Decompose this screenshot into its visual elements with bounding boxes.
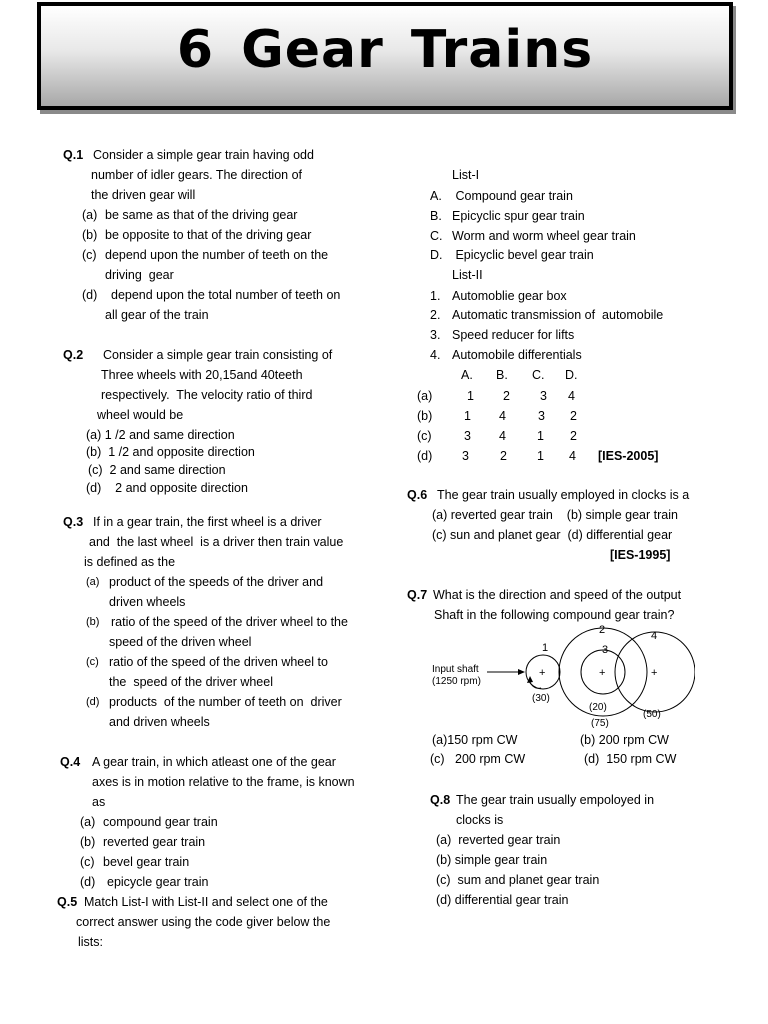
q2-option-b: (b) 1 /2 and opposite direction: [86, 445, 255, 459]
gear-train-figure: [425, 620, 695, 732]
gear-2-teeth: (20): [589, 702, 607, 713]
q3-number: Q.3: [63, 515, 84, 529]
q7-line-1: What is the direction and speed of the output: [433, 588, 682, 602]
q1-option-b-label: (b): [82, 228, 98, 242]
code-row-a-val: 2: [503, 389, 510, 403]
q2-option-c: (c) 2 and same direction: [88, 463, 226, 477]
code-row-d-val: 2: [500, 449, 507, 463]
gear-4-center: +: [651, 667, 658, 679]
q3-option-d: products of the number of teeth on driver: [109, 695, 342, 709]
q1-option-a-label: (a): [82, 208, 98, 222]
gear-3-center: +: [599, 667, 606, 679]
q8-option-c: (c) sum and planet gear train: [436, 873, 600, 887]
code-row-a-val: 4: [568, 389, 575, 403]
q5-number: Q.5: [57, 895, 78, 909]
q7-option-a: (a)150 rpm CW: [432, 733, 518, 747]
code-head-c: C.: [532, 368, 545, 382]
q3-option-b: ratio of the speed of the driver wheel to the: [111, 615, 348, 629]
q1-option-d: depend upon the total number of teeth on: [111, 288, 341, 302]
code-row-b-val: 2: [570, 409, 577, 423]
gear-3-teeth: (75): [591, 718, 609, 729]
code-row-d-label: (d): [417, 449, 433, 463]
q4-option-b: reverted gear train: [103, 835, 206, 849]
q5-reference: [IES-2005]: [598, 449, 659, 463]
list1-label-a: A.: [430, 189, 442, 203]
list1-label-d: D.: [430, 248, 443, 262]
q8-option-b: (b) simple gear train: [436, 853, 548, 867]
code-row-a-val: 1: [467, 389, 474, 403]
q3-line-3: is defined as the: [84, 555, 176, 569]
code-row-c-val: 4: [499, 429, 506, 443]
code-head-d: D.: [565, 368, 578, 382]
q4-line-2: axes is in motion relative to the frame, is known: [92, 775, 355, 789]
code-row-d-val: 3: [462, 449, 469, 463]
code-row-b-val: 1: [464, 409, 471, 423]
gear-1-center: +: [539, 667, 546, 679]
list1-item-b: Epicyclic spur gear train: [452, 209, 585, 223]
q3-option-c: ratio of the speed of the driven wheel to: [109, 655, 328, 669]
q2-line-1: Consider a simple gear train consisting of: [103, 348, 333, 362]
q1-option-c: depend upon the number of teeth on the: [105, 248, 329, 262]
code-head-a: A.: [461, 368, 473, 382]
q2-line-2: Three wheels with 20,15and 40teeth: [101, 368, 303, 382]
q4-option-d: epicycle gear train: [107, 875, 209, 889]
page-title: 6 Gear Trains: [176, 20, 594, 80]
gear-4-teeth: (50): [643, 709, 661, 720]
q1-line-1: Consider a simple gear train having odd: [93, 148, 314, 162]
list2-item-2: Automatic transmission of automobile: [452, 308, 664, 322]
code-head-b: B.: [496, 368, 508, 382]
q4-option-b-label: (b): [80, 835, 96, 849]
list2-label-2: 2.: [430, 308, 441, 322]
q8-option-a: (a) reverted gear train: [436, 833, 561, 847]
q6-text: The gear train usually employed in clocks is a: [437, 488, 690, 502]
gear-2-label: 2: [599, 624, 606, 636]
q3-option-a: product of the speeds of the driver and: [109, 575, 324, 589]
q5-line-3: lists:: [78, 935, 103, 949]
q6-number: Q.6: [407, 488, 428, 502]
code-row-b-val: 3: [538, 409, 545, 423]
gear-4-label: 4: [651, 630, 658, 642]
list1-title: List-I: [452, 168, 480, 182]
q1-option-b: be opposite to that of the driving gear: [105, 228, 312, 242]
q3-option-d-cont: and driven wheels: [109, 715, 210, 729]
list2-label-1: 1.: [430, 289, 441, 303]
list1-label-b: B.: [430, 209, 442, 223]
code-row-c-label: (c): [417, 429, 432, 443]
q2-option-a: (a) 1 /2 and same direction: [86, 428, 235, 442]
q3-line-1: If in a gear train, the first wheel is a driver: [93, 515, 322, 529]
q5-line-1: Match List-I with List-II and select one of the: [84, 895, 328, 909]
code-row-b-label: (b): [417, 409, 433, 423]
q4-number: Q.4: [60, 755, 81, 769]
code-row-b-val: 4: [499, 409, 506, 423]
list1-item-d: Epicyclic bevel gear train: [452, 248, 594, 262]
q8-option-d: (d) differential gear train: [436, 893, 569, 907]
q1-number: Q.1: [63, 148, 84, 162]
q3-option-b-cont: speed of the driven wheel: [109, 635, 252, 649]
q1-line-2: number of idler gears. The direction of: [91, 168, 302, 182]
list2-title: List-II: [452, 268, 483, 282]
q7-number: Q.7: [407, 588, 428, 602]
q4-option-a: compound gear train: [103, 815, 218, 829]
q3-option-d-label: (d): [86, 696, 100, 708]
code-row-d-val: 4: [569, 449, 576, 463]
gear-1-teeth: (30): [532, 693, 550, 704]
list2-label-4: 4.: [430, 348, 441, 362]
q4-option-c: bevel gear train: [103, 855, 190, 869]
q2-line-4: wheel would be: [97, 408, 184, 422]
code-row-d-val: 1: [537, 449, 544, 463]
list2-label-3: 3.: [430, 328, 441, 342]
q7-option-d: (d) 150 rpm CW: [584, 752, 677, 766]
q2-number: Q.2: [63, 348, 84, 362]
q4-line-1: A gear train, in which atleast one of the gear: [92, 755, 336, 769]
q4-option-d-label: (d): [80, 875, 96, 889]
input-speed-label: (1250 rpm): [432, 676, 481, 687]
q7-option-c: (c) 200 rpm CW: [430, 752, 526, 766]
q6-reference: [IES-1995]: [610, 548, 671, 562]
q1-option-c-cont: driving gear: [105, 268, 174, 282]
q6-options-line-2: (c) sun and planet gear (d) differential gear: [432, 528, 673, 542]
q1-option-d-cont: all gear of the train: [105, 308, 209, 322]
q5-line-2: correct answer using the code giver below the: [76, 915, 331, 929]
list1-item-a: Compound gear train: [452, 189, 573, 203]
title-banner: [37, 2, 733, 110]
q3-option-b-label: (b): [86, 616, 100, 628]
code-row-c-val: 1: [537, 429, 544, 443]
input-shaft-label: Input shaft: [432, 664, 479, 675]
q4-option-a-label: (a): [80, 815, 96, 829]
q7-option-b: (b) 200 rpm CW: [580, 733, 669, 747]
code-row-c-val: 2: [570, 429, 577, 443]
q3-option-a-label: (a): [86, 576, 100, 588]
gear-1-label: 1: [542, 642, 549, 654]
q1-option-a: be same as that of the driving gear: [105, 208, 298, 222]
q8-line-2: clocks is: [456, 813, 504, 827]
list2-item-4: Automobile differentials: [452, 348, 582, 362]
q2-option-d: (d) 2 and opposite direction: [86, 481, 248, 495]
list2-item-1: Automoblie gear box: [452, 289, 567, 303]
list1-item-c: Worm and worm wheel gear train: [452, 229, 636, 243]
q1-line-3: the driven gear will: [91, 188, 196, 202]
q3-option-a-cont: driven wheels: [109, 595, 186, 609]
code-row-c-val: 3: [464, 429, 471, 443]
list2-item-3: Speed reducer for lifts: [452, 328, 575, 342]
q7-line-2: Shaft in the following compound gear train?: [434, 608, 675, 622]
q4-line-3: as: [92, 795, 106, 809]
q2-line-3: respectively. The velocity ratio of third: [101, 388, 313, 402]
q4-option-c-label: (c): [80, 855, 95, 869]
q1-option-d-label: (d): [82, 288, 98, 302]
q6-options-line-1: (a) reverted gear train (b) simple gear train: [432, 508, 678, 522]
code-row-a-val: 3: [540, 389, 547, 403]
list1-label-c: C.: [430, 229, 443, 243]
q3-line-2: and the last wheel is a driver then train value: [89, 535, 344, 549]
q3-option-c-label: (c): [86, 656, 99, 668]
q8-number: Q.8: [430, 793, 451, 807]
q1-option-c-label: (c): [82, 248, 97, 262]
code-row-a-label: (a): [417, 389, 433, 403]
input-arrow-icon: [518, 669, 525, 675]
q3-option-c-cont: the speed of the driver wheel: [109, 675, 273, 689]
gear-3-label: 3: [602, 644, 609, 656]
q8-line-1: The gear train usually empoloyed in: [456, 793, 655, 807]
